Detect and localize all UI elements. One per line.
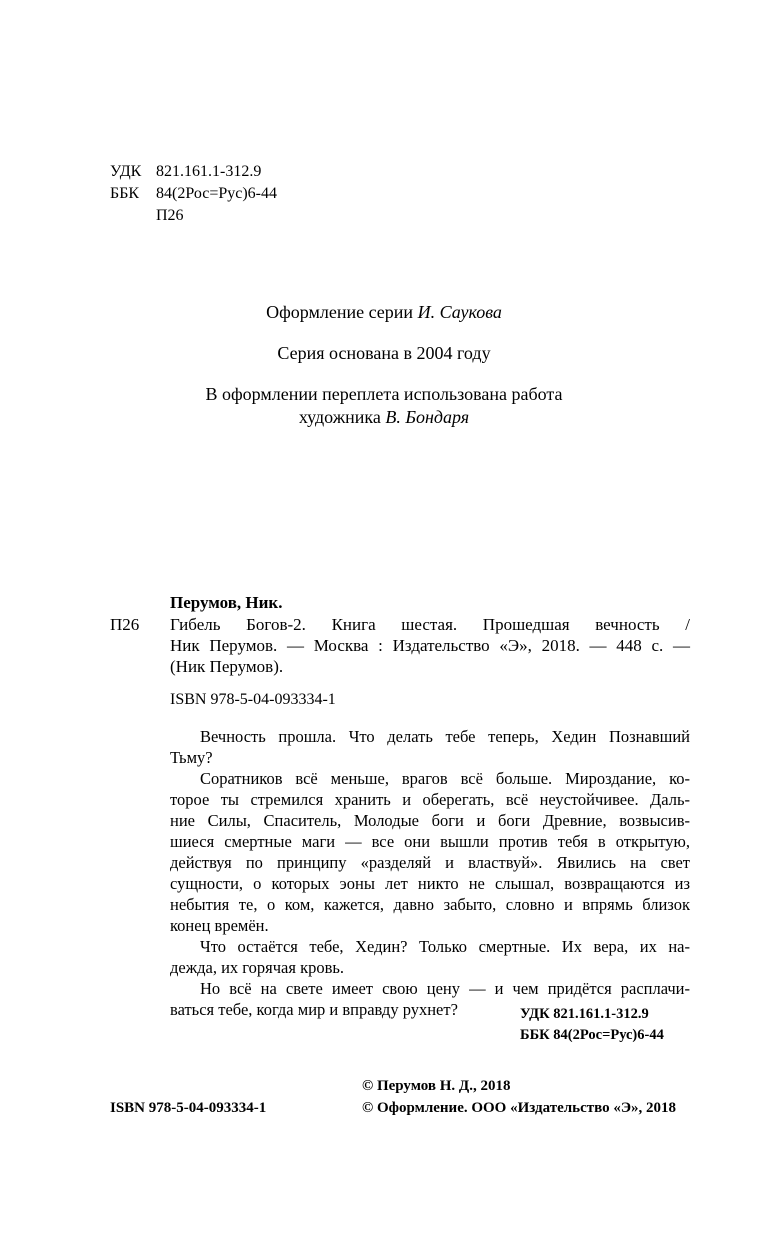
- annotation-paragraph: [170, 936, 690, 978]
- bbk-value: 84(2Рос=Рус)6-44: [156, 185, 278, 202]
- bib-description: [170, 614, 690, 677]
- annotation-line: действуя по принципу «разделяй и властвуй». Явились на свет: [170, 853, 690, 872]
- bbk-line: [110, 184, 277, 204]
- cover-art-label: художника: [298, 407, 381, 427]
- author-heading: Перумов, Ник.: [170, 593, 283, 612]
- bib-line: Ник Перумов. — Москва : Издательство «Э», 2018. — 448 с. —: [170, 636, 690, 655]
- copyright-design: © Оформление. ООО «Издательство «Э», 2018: [362, 1100, 677, 1116]
- udk-label: УДК: [110, 163, 142, 180]
- annotation-codes: [520, 1004, 664, 1046]
- bbk-label: ББК: [110, 185, 140, 202]
- annotation-line: Тьму?: [170, 748, 213, 767]
- annotation-line: ваться тебе, когда мир и вправду рухнет?: [170, 1000, 458, 1019]
- annotation-line: торое ты стремился хранить и оберегать, всё неустойчивее. Даль-: [170, 790, 690, 809]
- annotation-paragraph: [170, 768, 690, 936]
- udk-line: [110, 162, 261, 182]
- author-mark-top: П26: [156, 207, 184, 224]
- series-founded: Серия основана в 2004 году: [277, 343, 491, 363]
- footer-isbn: ISBN 978-5-04-093334-1: [110, 1100, 267, 1116]
- bib-line: Гибель Богов-2. Книга шестая. Прошедшая вечность /: [170, 615, 690, 634]
- annotation: [170, 726, 690, 1020]
- annotation-line: дежда, их горячая кровь.: [170, 958, 345, 977]
- annotation-paragraph: [170, 726, 690, 768]
- annotation-line: Что остаётся тебе, Хедин? Только смертные. Их вера, их на-: [200, 937, 690, 956]
- annotation-bbk: ББК 84(2Рос=Рус)6-44: [520, 1027, 664, 1043]
- annotation-line: Но всё на свете имеет свою цену — и чем придётся расплачи-: [200, 979, 690, 998]
- author-mark-entry: П26: [110, 615, 140, 634]
- series-design-label: Оформление серии: [266, 302, 414, 322]
- series-design-line: [0, 300, 768, 324]
- bib-line: (Ник Перумов).: [170, 657, 284, 676]
- series-design-name: И. Саукова: [417, 302, 502, 322]
- annotation-line: небытия те, о ком, кажется, давно забыто, словно и впрямь близок: [170, 895, 690, 914]
- cover-art-line2: [0, 405, 768, 429]
- annotation-udk: УДК 821.161.1-312.9: [520, 1006, 649, 1022]
- entry-isbn: ISBN 978-5-04-093334-1: [170, 691, 336, 708]
- cover-art-name: В. Бондаря: [385, 407, 470, 427]
- annotation-line: шиеся смертные маги — все они вышли против тебя в открытую,: [170, 832, 690, 851]
- cover-art-line1: В оформлении переплета использована работа: [205, 384, 563, 404]
- annotation-line: Соратников всё меньше, врагов всё больше. Мироздание, ко-: [200, 769, 690, 788]
- annotation-line: ние Силы, Спаситель, Молодые боги и боги Древние, возвысив-: [170, 811, 690, 830]
- udk-value: 821.161.1-312.9: [156, 163, 262, 180]
- copyright-author: © Перумов Н. Д., 2018: [362, 1078, 511, 1094]
- annotation-line: сущности, о которых эоны лет никто не слышал, возвращаются из: [170, 874, 690, 893]
- annotation-line: Вечность прошла. Что делать тебе теперь, Хедин Познавший: [200, 727, 690, 746]
- annotation-line: конец времён.: [170, 916, 269, 935]
